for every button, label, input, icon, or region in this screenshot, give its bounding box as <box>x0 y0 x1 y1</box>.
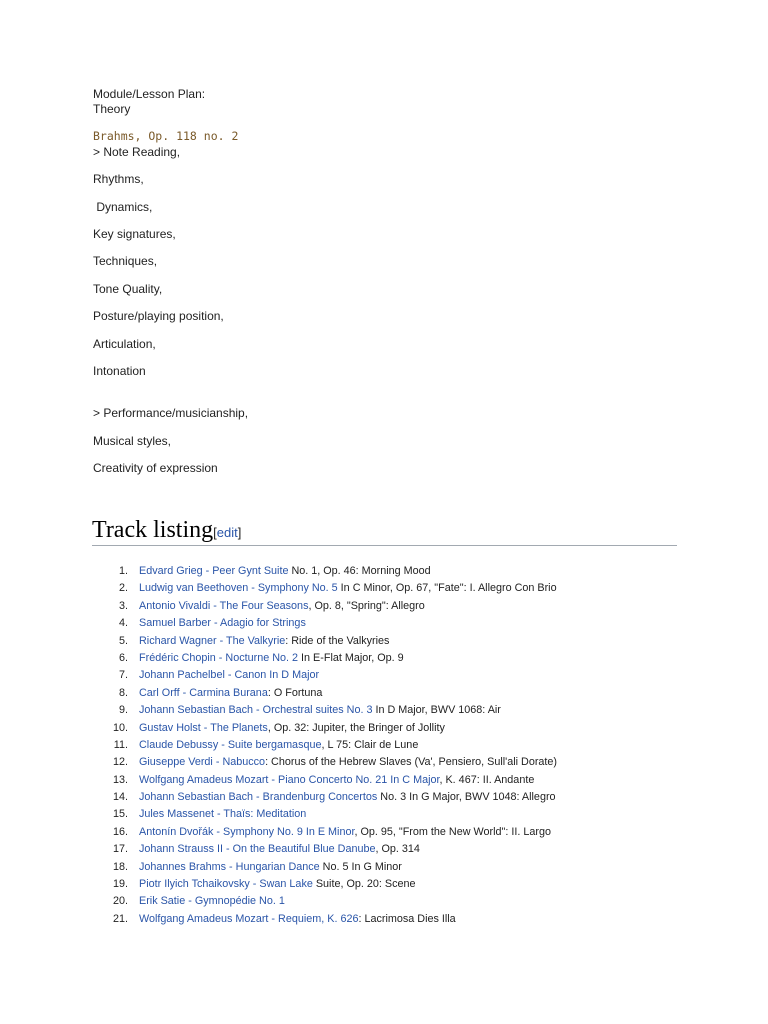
track-artist-link[interactable]: Johann Pachelbel <box>139 669 225 682</box>
track-item <box>118 685 699 702</box>
edit-bracket-close: ] <box>237 525 242 540</box>
track-item <box>112 859 699 876</box>
edit-bracket-open: [ <box>213 525 217 540</box>
track-item <box>112 772 699 789</box>
performance-item: > Performance/musicianship, <box>93 406 249 420</box>
track-separator[interactable]: - <box>214 808 224 821</box>
track-work-link[interactable]: Hungarian Dance <box>235 860 320 873</box>
track-separator[interactable]: - <box>216 634 227 647</box>
track-item <box>113 737 699 754</box>
track-listing-title: Track listing <box>92 517 214 543</box>
track-details: No. 1, Op. 46: Morning Mood <box>288 565 431 577</box>
edit-section <box>213 525 241 540</box>
track-details: : O Fortuna <box>267 686 323 699</box>
track-number: 9. <box>118 704 128 717</box>
track-details: Suite, Op. 20: Scene <box>312 878 416 891</box>
track-work-link[interactable]: Gymnopédie No. 1 <box>194 895 285 908</box>
theory-item: > Note Reading, <box>93 145 181 159</box>
theory-label: Theory <box>93 102 131 116</box>
track-number: 10. <box>112 721 128 734</box>
track-number: 7. <box>118 669 128 682</box>
track-item <box>118 563 699 580</box>
track-number: 6. <box>118 651 128 664</box>
track-artist-link[interactable]: Richard Wagner <box>139 634 217 647</box>
track-number: 16. <box>112 825 128 838</box>
track-item <box>112 876 699 893</box>
performance-item: Musical styles, <box>93 434 172 448</box>
theory-item: Techniques, <box>93 254 158 268</box>
track-number: 15. <box>112 808 128 821</box>
track-artist-link[interactable]: Carl Orff <box>139 686 180 699</box>
track-item <box>118 667 699 684</box>
track-item <box>118 598 699 615</box>
edit-link[interactable]: edit <box>216 525 238 540</box>
track-number: 5. <box>118 634 128 647</box>
track-details: , K. 467: II. Andante <box>439 773 535 786</box>
track-number: 20. <box>112 895 128 908</box>
track-work-link[interactable]: Orchestral suites No. 3 <box>262 704 373 717</box>
track-item <box>118 650 699 667</box>
track-item <box>112 754 699 771</box>
track-artist-link[interactable]: Piotr Ilyich Tchaikovsky <box>139 878 250 891</box>
track-artist-link[interactable]: Gustav Holst <box>139 721 201 734</box>
theory-item: Posture/playing position, <box>93 309 224 323</box>
track-list <box>112 563 699 928</box>
track-details: No. 5 In G Minor <box>319 860 402 873</box>
track-artist-link[interactable]: Johann Sebastian Bach <box>139 704 254 717</box>
track-artist-link[interactable]: Edvard Grieg <box>139 565 203 577</box>
lesson-plan-label: Module/Lesson Plan: <box>93 87 206 101</box>
heading-divider <box>92 545 677 546</box>
track-work-link[interactable]: On the Beautiful Blue Danube <box>232 843 376 856</box>
track-number: 18. <box>112 860 128 873</box>
track-work-link[interactable]: Swan Lake <box>259 878 313 891</box>
track-separator[interactable]: - <box>268 773 279 786</box>
track-details: , Op. 8, "Spring": Allegro <box>308 599 425 612</box>
performance-item: Creativity of expression <box>93 461 218 475</box>
track-item <box>112 789 699 806</box>
track-artist-link[interactable]: Johannes Brahms <box>139 860 227 873</box>
theory-item: Dynamics, <box>93 200 153 214</box>
track-separator[interactable]: - <box>253 704 263 717</box>
theory-item: Articulation, <box>93 337 156 351</box>
track-number: 21. <box>112 912 128 925</box>
track-work-link[interactable]: The Valkyrie <box>226 634 286 647</box>
track-work-link[interactable]: Carmina Burana <box>189 686 268 699</box>
track-details: In E-Flat Major, Op. 9 <box>298 651 404 664</box>
track-details: : Ride of the Valkyries <box>285 634 390 647</box>
track-work-link[interactable]: Symphony No. 5 <box>257 582 338 595</box>
track-artist-link[interactable]: Antonín Dvořák <box>139 825 214 838</box>
track-details: : Lacrimosa Dies Illa <box>358 912 456 925</box>
track-number: 14. <box>112 791 128 804</box>
track-separator[interactable]: - <box>211 617 221 630</box>
track-separator[interactable]: - <box>248 582 258 595</box>
track-item <box>118 580 699 597</box>
track-work-link[interactable]: Symphony No. 9 In E Minor <box>223 825 355 838</box>
track-artist-link[interactable]: Antonio Vivaldi <box>139 599 211 612</box>
track-item <box>112 806 699 823</box>
track-separator[interactable]: - <box>212 756 223 769</box>
track-artist-link[interactable]: Johann Strauss II <box>139 843 224 856</box>
track-number: 3. <box>118 599 128 612</box>
track-artist-link[interactable]: Claude Debussy <box>139 738 219 751</box>
track-separator[interactable]: - <box>226 860 236 873</box>
track-work-link[interactable]: The Four Seasons <box>219 599 309 612</box>
track-separator[interactable]: - <box>218 738 228 751</box>
track-artist-link[interactable]: Erik Satie <box>139 895 186 908</box>
track-details: No. 3 In G Major, BWV 1048: Allegro <box>377 791 556 804</box>
track-artist-link[interactable]: Wolfgang Amadeus Mozart <box>139 773 269 786</box>
track-work-link[interactable]: Thaïs: Meditation <box>223 808 307 821</box>
track-artist-link[interactable]: Giuseppe Verdi <box>139 756 213 769</box>
track-number: 17. <box>112 843 128 856</box>
track-number: 11. <box>113 738 128 751</box>
track-details: : Chorus of the Hebrew Slaves (Va', Pensiero, Sull'ali Dorate) <box>265 756 558 769</box>
track-separator[interactable]: - <box>213 825 224 838</box>
track-work-link[interactable]: Canon In D Major <box>234 669 320 682</box>
track-separator[interactable]: - <box>179 686 190 699</box>
track-work-link[interactable]: Adagio for Strings <box>220 617 306 630</box>
track-work-link[interactable]: Requiem, K. 626 <box>278 912 359 925</box>
track-details: , Op. 314 <box>375 843 420 856</box>
track-number: 8. <box>118 686 128 699</box>
track-details: , L 75: Clair de Lune <box>321 738 419 751</box>
track-separator[interactable]: - <box>253 791 263 804</box>
track-separator[interactable]: - <box>210 599 220 612</box>
track-separator[interactable]: - <box>215 651 226 664</box>
track-number: 2. <box>118 582 128 595</box>
track-work-link[interactable]: Nabucco <box>222 756 266 769</box>
track-artist-link[interactable]: Johann Sebastian Bach <box>139 791 254 804</box>
track-number: 19. <box>112 878 128 891</box>
track-work-link[interactable]: Suite bergamasque <box>227 738 322 751</box>
track-number: 4. <box>118 617 128 630</box>
theory-item: Key signatures, <box>93 227 176 241</box>
track-work-link[interactable]: The Planets <box>210 721 268 734</box>
track-item <box>112 841 699 858</box>
track-item <box>112 824 699 841</box>
track-details: In D Major, BWV 1068: Air <box>372 704 501 717</box>
theory-item: Rhythms, <box>93 172 144 186</box>
track-work-link[interactable]: Piano Concerto No. 21 In C Major <box>278 773 440 786</box>
track-number: 13. <box>112 773 128 786</box>
track-artist-link[interactable]: Wolfgang Amadeus Mozart <box>139 912 269 925</box>
track-separator[interactable]: - <box>249 878 260 891</box>
track-artist-link[interactable]: Jules Massenet <box>139 808 215 821</box>
track-number: 1. <box>118 565 128 577</box>
track-separator[interactable]: - <box>224 669 235 682</box>
theory-item: Tone Quality, <box>93 282 163 296</box>
theory-item: Intonation <box>93 364 146 378</box>
track-separator[interactable]: - <box>200 721 211 734</box>
track-artist-link[interactable]: Ludwig van Beethoven <box>139 582 249 595</box>
piece-title: Brahms, Op. 118 no. 2 <box>93 129 239 143</box>
track-details: , Op. 95, "From the New World": II. Largo <box>354 825 551 838</box>
track-details: In C Minor, Op. 67, "Fate": I. Allegro Con Brio <box>337 582 557 595</box>
track-artist-link[interactable]: Frédéric Chopin <box>139 651 216 664</box>
track-work-link[interactable]: Nocturne No. 2 <box>225 651 299 664</box>
track-item <box>118 633 699 650</box>
track-number: 12. <box>112 756 128 769</box>
track-work-link[interactable]: Peer Gynt Suite <box>212 565 289 577</box>
track-item <box>118 702 699 719</box>
track-item <box>112 720 699 737</box>
track-item <box>118 615 699 632</box>
track-separator[interactable]: - <box>202 565 213 577</box>
track-details: , Op. 32: Jupiter, the Bringer of Jollity <box>267 721 445 734</box>
track-separator[interactable]: - <box>268 912 279 925</box>
track-separator[interactable]: - <box>223 843 233 856</box>
track-separator[interactable]: - <box>185 895 195 908</box>
track-item <box>112 911 699 928</box>
track-artist-link[interactable]: Samuel Barber <box>139 617 212 630</box>
track-listing-heading <box>92 517 241 544</box>
track-item <box>112 893 699 910</box>
track-work-link[interactable]: Brandenburg Concertos <box>262 791 378 804</box>
